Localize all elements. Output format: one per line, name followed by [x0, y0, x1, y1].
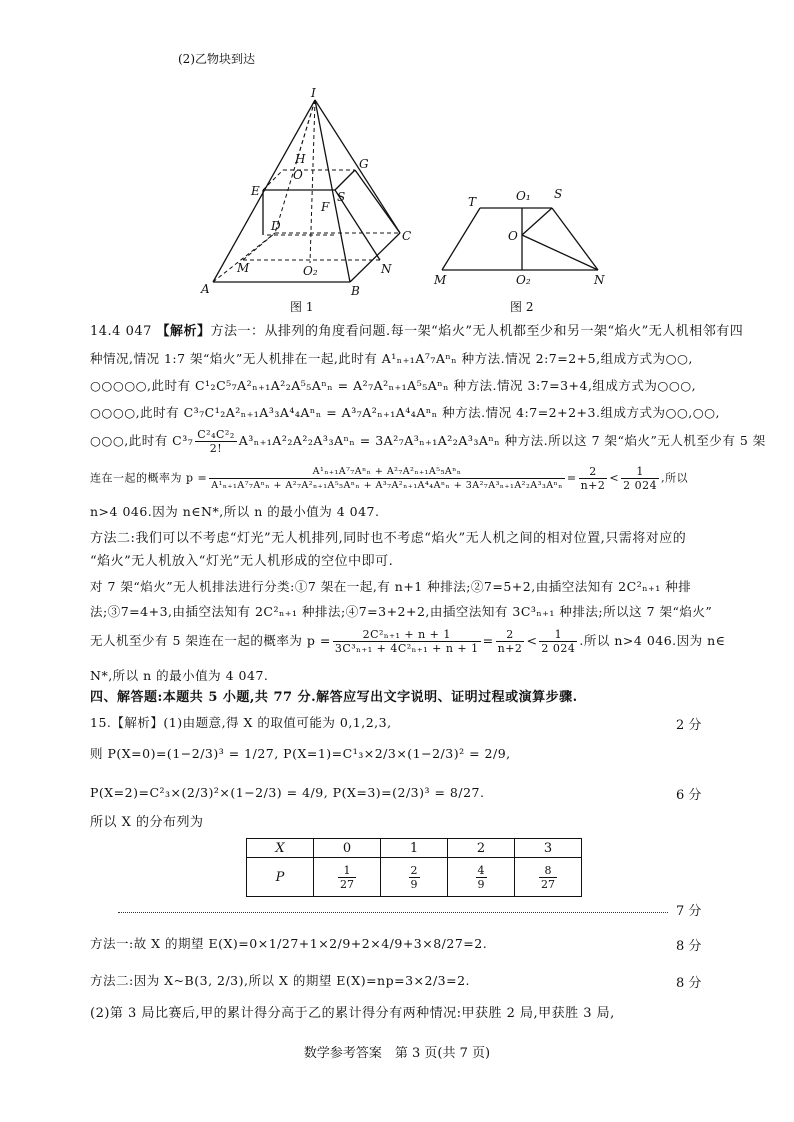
- fig1-label-10: O₂: [303, 264, 318, 278]
- q14-l12-f2-den: n+2: [497, 642, 523, 655]
- fig1-label-0: I: [311, 86, 316, 100]
- q14-l12-f3-num: 1: [539, 628, 577, 642]
- distribution-header-row: [247, 839, 582, 858]
- q15-score-1: 2 分: [676, 718, 702, 733]
- q14-line-8: 方法二:我们可以不考虑“灯光”无人机排列,同时也不考虑“焰火”无人机之间的相对位置,只需将对应的: [90, 531, 687, 546]
- fig1-dash-id: [275, 100, 315, 233]
- fig1-edge-gc: [355, 170, 400, 233]
- fig1-label-1: H: [295, 152, 306, 166]
- figure-2: [430, 180, 620, 290]
- fig1-dash-io2: [310, 100, 315, 263]
- q14-l6-post: ,所以: [661, 471, 689, 485]
- fig2-edge-os: [522, 208, 552, 235]
- q14-l6-f2-den: n+2: [580, 479, 606, 492]
- q14-line-11: 法;③7=4+3,由插空法知有 2C²ₙ₊₁ 种排法;④7=3+2+2,由插空法知有 3C³ₙ₊₁ 种排法;所以这 7 架“焰火”: [90, 604, 713, 619]
- prob-num: 4: [477, 863, 485, 877]
- table-prob-cell: [314, 858, 381, 897]
- q14-l6-frac-den: A¹ₙ₊₁A⁷₇Aⁿₙ + A²₇A²ₙ₊₁A⁵₅Aⁿₙ + A³₇A²ₙ₊₁A⁴₄Aⁿₙ + 3A²₇A³ₙ₊₁A²₂A³₃Aⁿₙ: [211, 480, 563, 491]
- prob-den: 9: [477, 877, 485, 891]
- q14-line-2: 种情况,情况 1:7 架“焰火”无人机排在一起,此时有 A¹ₙ₊₁A⁷₇Aⁿₙ 种方法.情况 2:7=2+5,组成方式为○○,: [90, 351, 693, 366]
- q14-line-5: [90, 428, 766, 455]
- fig1-edge-bc: [350, 233, 400, 282]
- q15-score-4: 8 分: [676, 939, 702, 954]
- q14-line-9: “焰火”无人机放入“灯光”无人机形成的空位中即可.: [90, 554, 394, 569]
- table-header-cell: 3: [515, 839, 582, 858]
- prob-num: 2: [410, 863, 418, 877]
- q14-line-13: N*,所以 n 的最小值为 4 047.: [90, 668, 269, 683]
- q14-l12-post: .所以 n>4 046.因为 n∈: [579, 633, 726, 648]
- q15-line-4: 所以 X 的分布列为: [90, 815, 204, 830]
- q14-line-3: ○○○○○,此时有 C¹₂C⁵₇A²ₙ₊₁A²₂A⁵₅Aⁿₙ = A²₇A²ₙ₊₁A⁵₅Aⁿₙ 种方法.情况 3:7=3+4,组成方式为○○○,: [90, 378, 697, 393]
- prob-num: 8: [539, 864, 557, 878]
- q14-l6-frac-2: [579, 465, 608, 492]
- q14-line-7: n>4 046.因为 n∈N*,所以 n 的最小值为 4 047.: [90, 504, 380, 519]
- q14-l5-frac-den: 2!: [209, 442, 223, 455]
- q14-line-6: [90, 465, 688, 492]
- q14-l6-eq: =: [566, 471, 577, 485]
- q14-l12-f1-num: 2C²ₙ₊₁ + n + 1: [333, 628, 481, 642]
- distribution-table: [246, 838, 582, 897]
- fig1-label-12: A: [201, 282, 210, 296]
- fig1-label-4: O: [293, 168, 303, 182]
- q15-score-3: 7 分: [676, 904, 702, 919]
- table-prob-cell: [515, 858, 582, 897]
- fig2-label-2: S: [554, 187, 563, 201]
- q15-score-5: 8 分: [676, 976, 702, 991]
- q15-line-2: 则 P(X=0)=(1−2/3)³ = 1/27, P(X=1)=C¹₃×2/3×(1−2/3)² = 2/9,: [90, 746, 511, 761]
- fig1-edge-ia: [213, 100, 315, 282]
- fig1-label-11: N: [381, 262, 392, 276]
- q14-answer: 14.4 047: [90, 324, 152, 339]
- fig1-dash-md: [243, 233, 275, 260]
- top-fragment: (2)乙物块到达: [178, 52, 255, 66]
- q15-line-6: 方法二:因为 X~B(3, 2/3),所以 X 的期望 E(X)=np=3×2/3=2.: [90, 973, 471, 988]
- q14-l6-frac-num: A¹ₙ₊₁A⁷₇Aⁿₙ + A²₇A²ₙ₊₁A⁵₅Aⁿₙ: [209, 465, 565, 479]
- dotted-leader: [118, 912, 668, 913]
- q14-l5-frac: [195, 428, 236, 455]
- distribution-prob-row: [247, 858, 582, 897]
- q14-l12-frac-2: [496, 628, 525, 655]
- figure-1: [195, 85, 415, 300]
- q14-l6-frac-main: [209, 465, 565, 492]
- q14-l6-pre: 连在一起的概率为 p =: [90, 471, 208, 485]
- fig1-label-6: S: [337, 190, 346, 204]
- fig1-label-2: G: [359, 157, 369, 171]
- section-4-heading: 四、解答题:本题共 5 小题,共 77 分.解答应写出文字说明、证明过程或演算步骤.: [90, 690, 578, 705]
- table-prob-cell: [448, 858, 515, 897]
- q14-line-4: ○○○○,此时有 C³₇C¹₂A²ₙ₊₁A³₃A⁴₄Aⁿₙ = A³₇A²ₙ₊₁A⁴₄Aⁿₙ 种方法.情况 4:7=2+2+3.组成方式为○○,○○,: [90, 405, 721, 420]
- fig2-label-3: O: [508, 229, 518, 243]
- q14-l12-frac-3: [539, 628, 577, 655]
- fig1-label-8: C: [402, 229, 412, 243]
- fig1-label-9: M: [237, 261, 250, 275]
- table-header-cell: 2: [448, 839, 515, 858]
- q15-line-7: (2)第 3 局比赛后,甲的累计得分高于乙的累计得分有两种情况:甲获胜 2 局,甲获胜 3 局,: [90, 1006, 615, 1021]
- prob-den: 27: [541, 877, 555, 891]
- q15-score-2: 6 分: [676, 788, 702, 803]
- page-footer: 数学参考答案 第 3 页(共 7 页): [303, 1046, 491, 1061]
- q14-l12-f1-den: 3C³ₙ₊₁ + 4C²ₙ₊₁ + n + 1: [334, 642, 479, 655]
- fig2-caption: 图 2: [510, 300, 534, 314]
- fig2-edge-sn: [552, 208, 598, 270]
- q15-line-1: 15.【解析】(1)由题意,得 X 的取值可能为 0,1,2,3,: [90, 715, 392, 730]
- q14-l12-f2-num: 2: [496, 628, 525, 642]
- q14-l6-frac-3: [621, 465, 659, 492]
- table-prob-cell: [381, 858, 448, 897]
- q14-l12-f3-den: 2 024: [541, 642, 576, 655]
- fig2-label-5: O₂: [516, 273, 531, 287]
- table-header-cell: 0: [314, 839, 381, 858]
- fig1-edge-sg: [335, 170, 355, 190]
- fig1-label-7: D: [271, 219, 281, 233]
- q15-line-3: P(X=2)=C²₃×(2/3)²×(1−2/3) = 4/9, P(X=3)=(2/3)³ = 8/27.: [90, 785, 485, 800]
- q14-l5-pre: ○○○,此时有 C³₇: [90, 433, 194, 448]
- q14-analysis-tag: 【解析】: [156, 324, 211, 339]
- q14-l6-f3-den: 2 024: [623, 479, 658, 492]
- fig2-label-4: M: [434, 273, 447, 287]
- fig2-label-6: N: [594, 273, 605, 287]
- q15-line-5: 方法一:故 X 的期望 E(X)=0×1/27+1×2/9+2×4/9+3×8/27=2.: [90, 936, 488, 951]
- q14-l12-pre: 无人机至少有 5 架连在一起的概率为 p =: [90, 633, 331, 648]
- q14-l5-frac-num: C²₄C²₂: [197, 428, 235, 441]
- fig2-edge-tm: [442, 208, 480, 270]
- fig1-label-13: B: [351, 284, 360, 298]
- fig1-caption: 图 1: [290, 300, 314, 314]
- prob-den: 27: [340, 877, 354, 891]
- fig2-label-1: O₁: [516, 189, 531, 203]
- q14-l12-frac-1: [333, 628, 481, 655]
- q14-l6-f3-num: 1: [621, 465, 659, 479]
- fig2-edge-on: [522, 235, 598, 270]
- prob-den: 9: [410, 877, 418, 891]
- table-header-cell: 1: [381, 839, 448, 858]
- q14-text-1: 方法一：从排列的角度看问题.每一架“焰火”无人机都至少和另一架“焰火”无人机相邻有四: [210, 324, 744, 339]
- fig2-label-0: T: [468, 195, 477, 209]
- q14-line-10: 对 7 架“焰火”无人机排法进行分类:①7 架在一起,有 n+1 种排法;②7=5+2,由插空法知有 2C²ₙ₊₁ 种排: [90, 579, 692, 594]
- prob-num: 1: [338, 864, 356, 878]
- q14-l6-f2-num: 2: [579, 465, 608, 479]
- fig1-label-3: E: [251, 184, 260, 198]
- q14-line-1: [90, 323, 743, 341]
- fig1-label-5: F: [321, 200, 330, 214]
- q14-line-12: 无人机至少有 5 架连在一起的概率为 p = $\frac{\text{2C²ₙ₊₁ + n + 1}}{\text{3C³ₙ₊₁ + 4C²ₙ₊₁ + n + 1}}$ = $\frac{2}{n+2}$ < $\frac{1}{2 024}$ .所以 n>4 046.因为 n∈: [90, 628, 726, 655]
- table-header-cell: X: [247, 839, 314, 858]
- q14-l5-post: A³ₙ₊₁A²₂A²₂A³₃Aⁿₙ = 3A²₇A³ₙ₊₁A²₂A³₃Aⁿₙ 种方法.所以这 7 架“焰火”无人机至少有 5 架: [238, 433, 766, 448]
- table-row-label: P: [247, 858, 314, 897]
- q14-l6-lt: <: [609, 471, 620, 485]
